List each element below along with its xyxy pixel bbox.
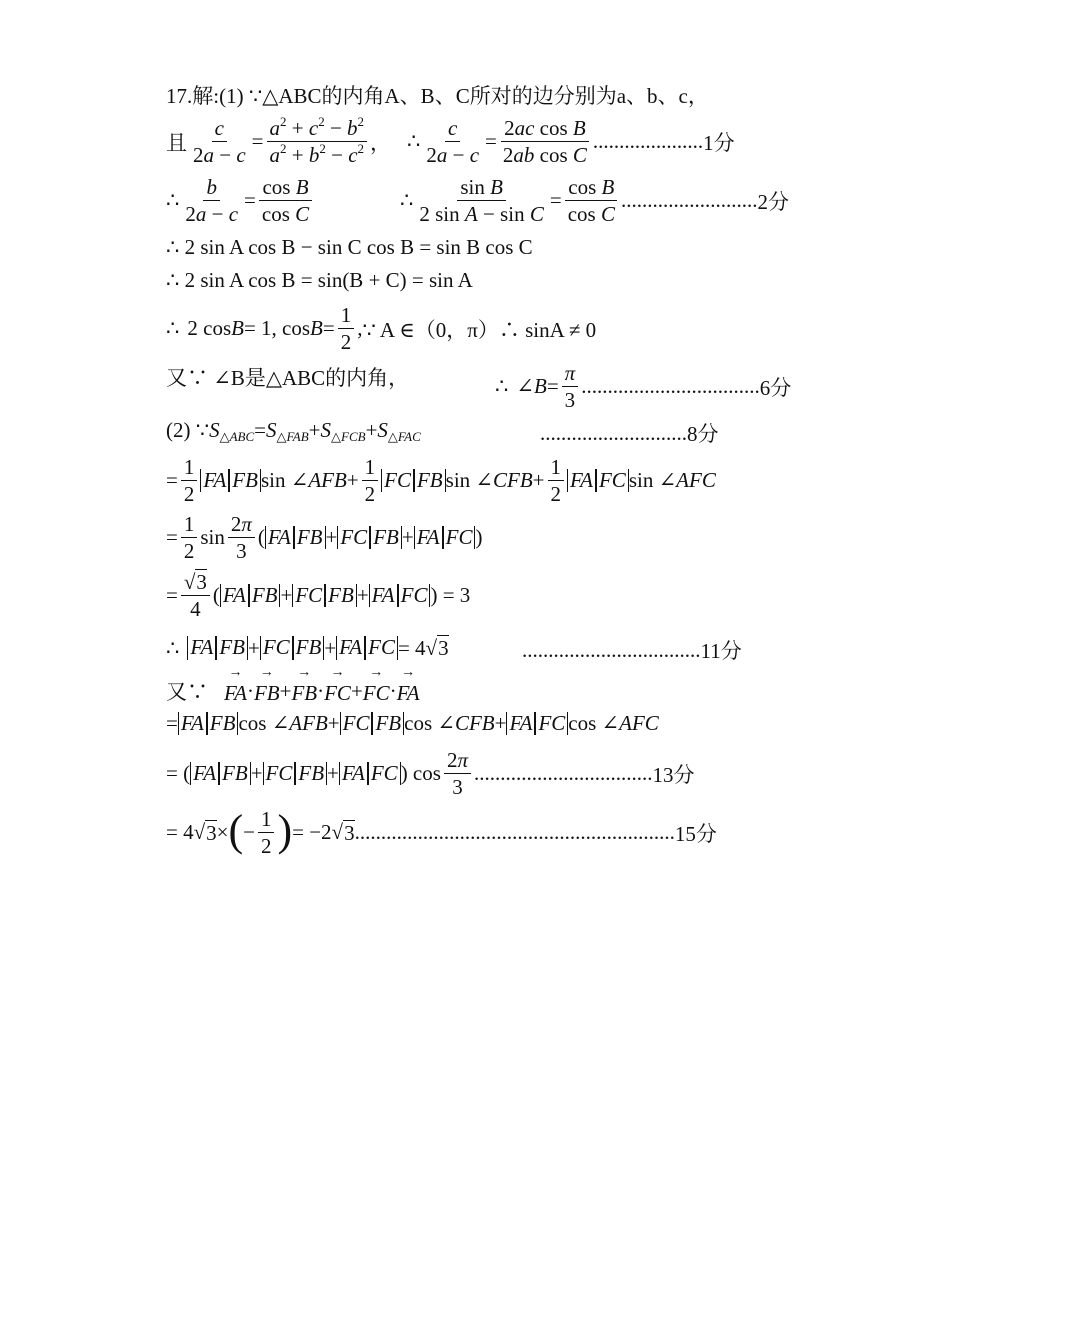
- eq-line-7: [166, 362, 409, 392]
- eq-line-8b: ............................ 8分: [540, 418, 719, 448]
- eq-line-14: = FA FB cos ∠ AFB + FC FB cos ∠ CFB + FA FC cos ∠ AFC: [166, 710, 659, 735]
- fraction: $\frac{c}{2a - c}$: [426, 116, 480, 168]
- eq-line-2: 且 $\frac{c}{2a - c}$ = $\frac{a^2 + c^2 - b^2}{a^2 + b^2 - c^2}$ ，: [166, 114, 392, 168]
- fraction: $\frac{2\pi}{3}$: [444, 749, 471, 798]
- eq-line-7b: ∴ ∠ B = $\frac{\pi}{3}$ .................................. 6分: [495, 361, 792, 413]
- eq-line-9: = $\frac{1}{2}$ FA FB sin ∠ AFB + $\frac{1}{2}$ FC FB sin ∠ CFB + $\frac{1}{2}$ FA FC sin ∠ AFC: [166, 455, 716, 507]
- score-2: 2分: [757, 189, 789, 214]
- fraction: $\frac{1}{2}$: [181, 513, 198, 562]
- eq-line-13: 又∵ FA → · FB → + FB → · FC → + FC → · FA →: [166, 676, 420, 706]
- angle-b-statement: 又∵ ∠B是△ABC的内角，: [166, 366, 410, 390]
- fraction: $\frac{1}{2}$: [548, 456, 565, 505]
- part1-intro: (1) ∵△ABC的内角A、B、C所对的边分别为a、b、c，: [219, 84, 709, 108]
- fraction: $\frac{2\pi}{3}$: [228, 513, 255, 562]
- eq-line-12: ∴ FA FB + FC FB + FA FC = 4√ 3: [166, 635, 449, 660]
- fraction: $\frac{1}{2}$: [258, 808, 275, 857]
- note-a-range: ∵ A ∈（0，π）∴ sinA ≠ 0: [362, 317, 597, 342]
- fraction: $\frac{\text{sin B}}{\text{2 sin A − sin C}}$: [419, 175, 544, 227]
- problem-header: [166, 80, 709, 110]
- problem-label: 17.解:: [166, 84, 220, 108]
- eq-line-15: = ( FA FB + FC FB + FA FC ) cos $\frac{2\pi}{3}$ .................................. 13分: [166, 748, 695, 800]
- eq-line-4: ∴ 2 sin A cos B − sin C cos B = sin B cos C: [166, 235, 533, 259]
- you-label: 又∵: [166, 680, 208, 704]
- eq-line-10: = $\frac{1}{2}$ sin $\frac{2\pi}{3}$ ( FA FB + FC FB + FA FC ): [166, 512, 483, 564]
- score-13: 13分: [652, 762, 695, 787]
- qie-label: 且: [166, 130, 187, 155]
- fraction: $\frac{\text{cos B}}{\text{cos C}}$: [259, 176, 312, 225]
- fraction: $\frac{\pi}{3}$: [562, 362, 579, 411]
- score-6: 6分: [759, 375, 792, 400]
- eq-line-12b: .................................. 11分: [522, 635, 742, 665]
- eq-line-6: ∴ 2 cos B = 1, cos B = $\frac{1}{2}$ , ∵ A ∈（0，π）∴ sinA ≠ 0: [166, 303, 597, 355]
- fraction: $\frac{c}{2a - c}$: [193, 116, 246, 168]
- fraction: $\frac{a^2 + c^2 - b^2}{a^2 + b^2 - c^2}$: [267, 117, 368, 166]
- score-11: 11分: [700, 639, 742, 663]
- fraction: $\frac{√3}{4}$: [181, 571, 210, 620]
- fraction: $\frac{1}{2}$: [362, 456, 379, 505]
- eq-line-3b: ∴ $\frac{\text{sin B}}{\text{2 sin A − sin C}}$ = $\frac{\text{cos B}}{\text{cos C}}$ .......................... 2分: [400, 175, 789, 227]
- eq-line-16: = 4√ 3 × ( − $\frac{1}{2}$ ) = −2√ 3 . ............................................................ 15分: [166, 805, 717, 859]
- score-1: 1分: [703, 130, 735, 155]
- eq-line-2b: ∴ $\frac{c}{2a - c}$ = $\frac{\text{2ac cos B}}{\text{2ab cos C}}$ ..................... 1分: [407, 116, 735, 168]
- fraction: $\frac{\text{cos B}}{\text{cos C}}$: [565, 176, 618, 225]
- eq-line-11: = $\frac{√3}{4}$ ( FA FB + FC FB + FA FC ) = 3: [166, 570, 471, 622]
- fraction: $\frac{1}{2}$: [181, 456, 198, 505]
- score-8: 8分: [687, 422, 719, 446]
- eq-line-5: ∴ 2 sin A cos B = sin(B + C) = sin A: [166, 268, 473, 292]
- score-15: 15分: [674, 821, 717, 846]
- eq-line-3: ∴ $\frac{b}{2a - c}$ = $\frac{\text{cos B}}{\text{cos C}}$: [166, 176, 315, 225]
- fraction: $\frac{\text{2ac cos B}}{\text{2ab cos C}}$: [502, 116, 587, 168]
- eq-line-8: (2) ∵ S △ABC = S △FAB + S △FCB + S △FAC: [166, 418, 421, 444]
- fraction: $\frac{1}{2}$: [338, 304, 355, 353]
- fraction: $\frac{b}{2a - c}$: [185, 175, 239, 227]
